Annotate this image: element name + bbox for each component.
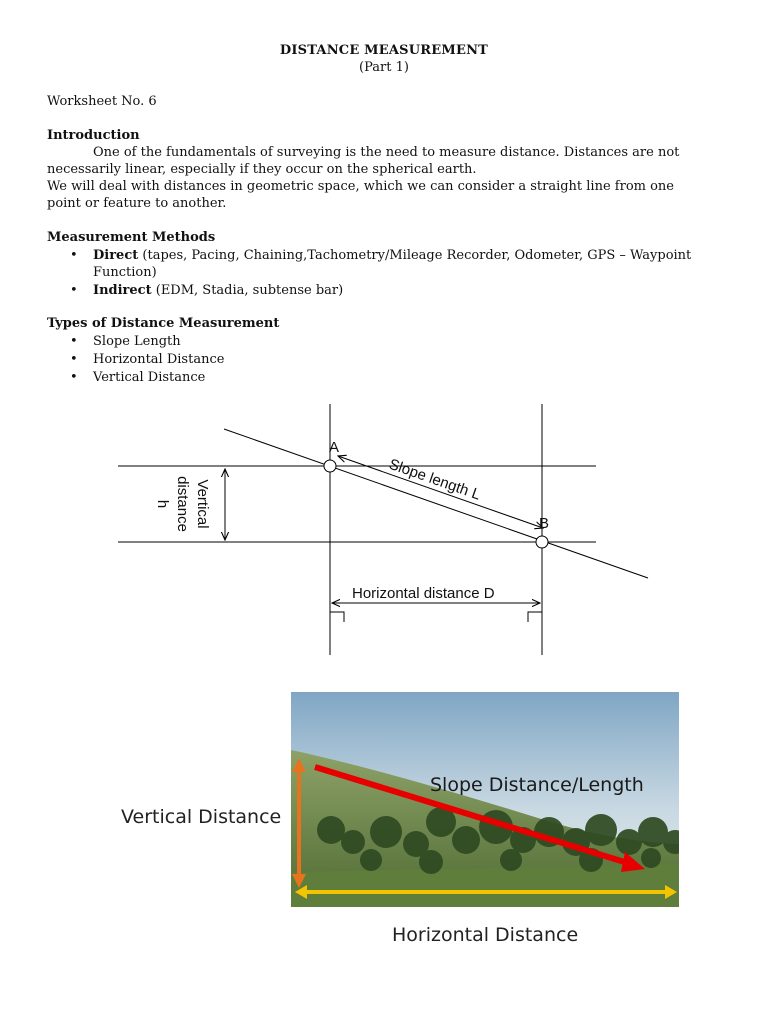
- point-a-marker: [324, 460, 336, 472]
- introduction-heading: Introduction: [47, 128, 140, 143]
- document-title: DISTANCE MEASUREMENT: [279, 43, 489, 58]
- method-label: Direct: [93, 248, 139, 263]
- bullet-dot: •: [70, 283, 78, 298]
- method-description: (EDM, Stadia, subtense bar): [151, 283, 344, 298]
- bullet-dot: •: [70, 352, 78, 367]
- hillside-photo-illustration: [291, 692, 679, 907]
- bullet-dot: •: [70, 370, 78, 385]
- methods-heading: Measurement Methods: [47, 230, 216, 245]
- type-item: Vertical Distance: [93, 370, 206, 385]
- bullet-dot: •: [70, 248, 78, 263]
- vertical-distance-label-line: distance: [174, 476, 191, 532]
- photo-vertical-label: Vertical Distance: [121, 806, 282, 828]
- method-description-continued: Function): [93, 265, 157, 280]
- introduction-line: necessarily linear, especially if they occur on the spherical earth.: [47, 162, 477, 177]
- slope-length-label: Slope length L: [386, 455, 483, 504]
- right-angle-mark: [330, 612, 344, 622]
- right-angle-mark: [528, 612, 542, 622]
- point-b-marker: [536, 536, 548, 548]
- point-a-label: A: [329, 439, 340, 456]
- hillside-photo: [291, 692, 679, 907]
- bullet-dot: •: [70, 334, 78, 349]
- point-b-label: B: [539, 515, 550, 532]
- types-heading: Types of Distance Measurement: [47, 316, 280, 331]
- document-subtitle: (Part 1): [359, 60, 409, 75]
- method-description: (tapes, Pacing, Chaining,Tachometry/Mileage Recorder, Odometer, GPS – Waypoint: [138, 248, 692, 263]
- introduction-line: One of the fundamentals of surveying is the need to measure distance. Distances are not: [93, 145, 680, 160]
- photo-horizontal-label: Horizontal Distance: [392, 924, 579, 946]
- terrain-line: [224, 429, 648, 578]
- introduction-line: point or feature to another.: [47, 196, 227, 211]
- worksheet-number: Worksheet No. 6: [47, 94, 157, 109]
- vertical-distance-label-line: h: [154, 499, 171, 509]
- method-label: Indirect: [93, 283, 152, 298]
- photo-slope-label: Slope Distance/Length: [430, 774, 644, 796]
- type-item: Slope Length: [93, 334, 181, 349]
- vertical-distance-label-line: Vertical: [194, 479, 211, 529]
- horizontal-distance-label: Horizontal distance D: [352, 585, 495, 602]
- introduction-line: We will deal with distances in geometric space, which we can consider a straight line from one: [47, 179, 674, 194]
- type-item: Horizontal Distance: [93, 352, 225, 367]
- slope-arrow: [338, 456, 543, 528]
